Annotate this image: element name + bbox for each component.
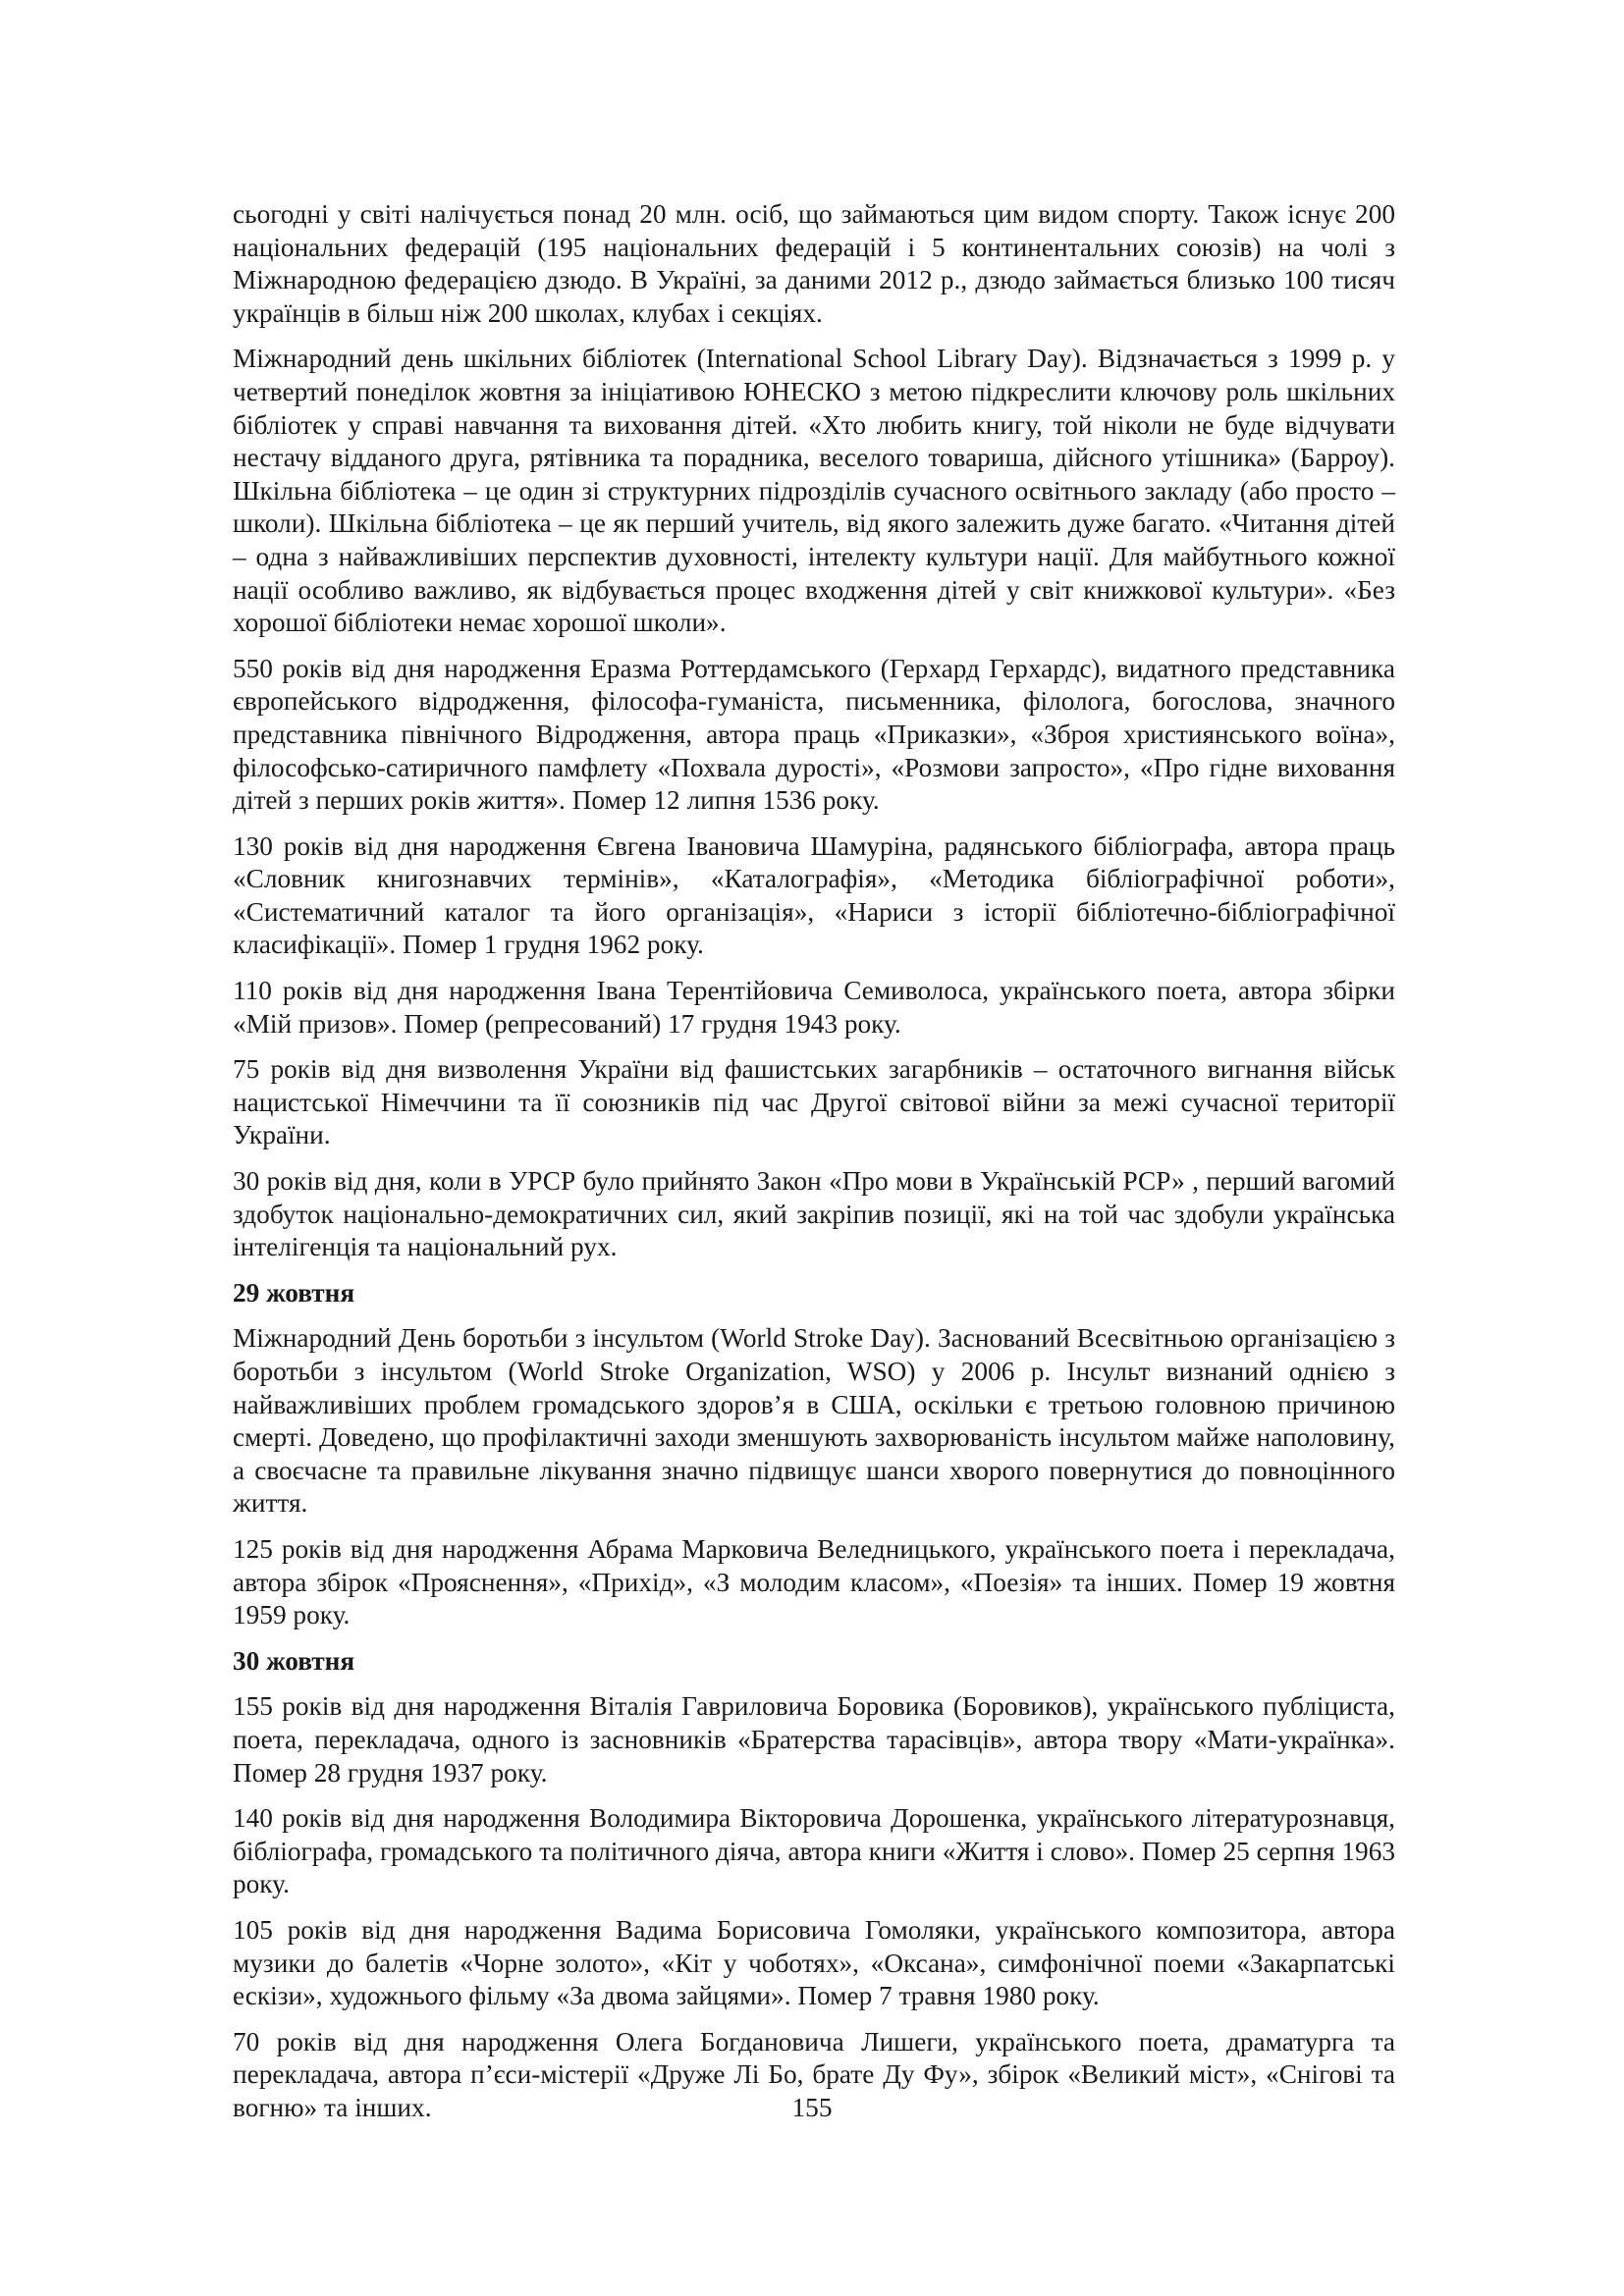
paragraph-doroshenko: 140 років від дня народження Володимира Вікторовича Дорошенка, українського літературознавця, бібліографа, громадського та політичного діяча, автора книги «Життя і слово». Помер 25 серпня 1963 року. [233,1803,1395,1899]
paragraph-judo: сьогодні у світі налічується понад 20 млн. осіб, що займаються цим видом спорту. Також існує 200 національних федерацій (195 національних федерацій і 5 континентальних союзів) на чолі з Міжнародною федерацією дзюдо. В Україні, за даними 2012 р., дзюдо займається близько 100 тисяч українців в більш ніж 200 школах, клубах і секціях. [233,199,1395,328]
paragraph-stroke-day: Міжнародний День боротьби з інсультом (World Stroke Day). Заснований Всесвітньою організацією з боротьби з інсультом (World Stroke Organization, WSO) у 2006 р. Інсульт визнаний однією з найважливіших проблем громадського здоров’я в США, оскільки є третьою головною причиною смерті. Доведено, що профілактичні заходи зменшують захворюваність інсультом майже наполовину, а своєчасне та правильне лікування значно підвищує шанси хворого повернутися до повноцінного життя. [233,1323,1395,1519]
section-heading-oct-30: 30 жовтня [233,1645,355,1676]
paragraph-language-law: 30 років від дня, коли в УРСР було прийнято Закон «Про мови в Українській РСР» , перший вагомий здобуток національно-демократичних сил, який закріпив позиції, які на той час здобули українська інтелігенція та національний рух. [233,1166,1395,1262]
paragraph-lysheha: 70 років від дня народження Олега Богдановича Лишеги, українського поета, драматурга та перекладача, автора п’єси-містерії «Друже Лі Бо, брате Ду Фу», збірок «Великий міст», «Снігові та вогню» та інших. [233,2026,1395,2122]
page-number: 155 [791,2093,833,2122]
paragraph-erasmus: 550 років від дня народження Еразма Роттердамського (Герхард Герхардс), видатного представника європейського відродження, філософа-гуманіста, письменника, філолога, богослова, значного представника північного Відродження, автора праць «Приказки», «Зброя християнського воїна», філософсько-сатиричного памфлету «Похвала дурості», «Розмови запросто», «Про гідне виховання дітей з перших років життя». Помер 12 липня 1536 року. [233,653,1395,816]
paragraph-borovyk: 155 років від дня народження Віталія Гавриловича Боровика (Боровиков), українського публіциста, поета, перекладача, одного із засновників «Братерства тарасівців», автора твору «Мати-українка». Помер 28 грудня 1937 року. [233,1691,1395,1788]
paragraph-school-library-day: Міжнародний день шкільних бібліотек (International School Library Day). Відзначається з 1999 р. у четвертий понеділок жовтня за ініціативою ЮНЕСКО з метою підкреслити ключову роль шкільних бібліотек у справі навчання та виховання дітей. «Хто любить книгу, той ніколи не буде відчувати нестачу відданого друга, рятівника та порадника, веселого товариша, дійсного утішника» (Барроу). Шкільна бібліотека – це один зі структурних підрозділів сучасного освітнього закладу (або просто – школи). Шкільна бібліотека – це як перший учитель, від якого залежить дуже багато. «Читання дітей – одна з найважливіших перспектив духовності, інтелекту культури нації. Для майбутнього кожної нації особливо важливо, як відбувається процес входження дітей у світ книжкової культури». «Без хорошої бібліотеки немає хорошої школи». [233,344,1395,638]
page-body [233,198,1395,2137]
paragraph-shamurin: 130 років від дня народження Євгена Івановича Шамуріна, радянського бібліографа, автора праць «Словник книгознавчих термінів», «Каталографія», «Методика бібліографічної роботи», «Систематичний каталог та його організація», «Нариси з історії бібліотечно-бібліографічної класифікації». Помер 1 грудня 1962 року. [233,830,1395,960]
paragraph-homoliaka: 105 років від дня народження Вадима Борисовича Гомоляки, українського композитора, автора музики до балетів «Чорне золото», «Кіт у чоботях», «Оксана», симфонічної поеми «Закарпатські ескізи», художнього фільму «За двома зайцями». Помер 7 травня 1980 року. [233,1914,1395,2011]
paragraph-semyvolos: 110 років від дня народження Івана Терентійовича Семиволоса, українського поета, автора збірки «Мій призов». Помер (репресований) 17 грудня 1943 року. [233,976,1395,1039]
section-heading-oct-29: 29 жовтня [233,1277,355,1308]
paragraph-velednytskyi: 125 років від дня народження Абрама Марковича Веледницького, українського поета і перекладача, автора збірок «Прояснення», «Прихід», «З молодим класом», «Поезія» та інших. Помер 19 жовтня 1959 року. [233,1533,1395,1630]
paragraph-liberation: 75 років від дня визволення України від фашистських загарбників – остаточного вигнання військ нацистської Німеччини та її союзників під час Другої світової війни за межі сучасної території України. [233,1054,1395,1150]
